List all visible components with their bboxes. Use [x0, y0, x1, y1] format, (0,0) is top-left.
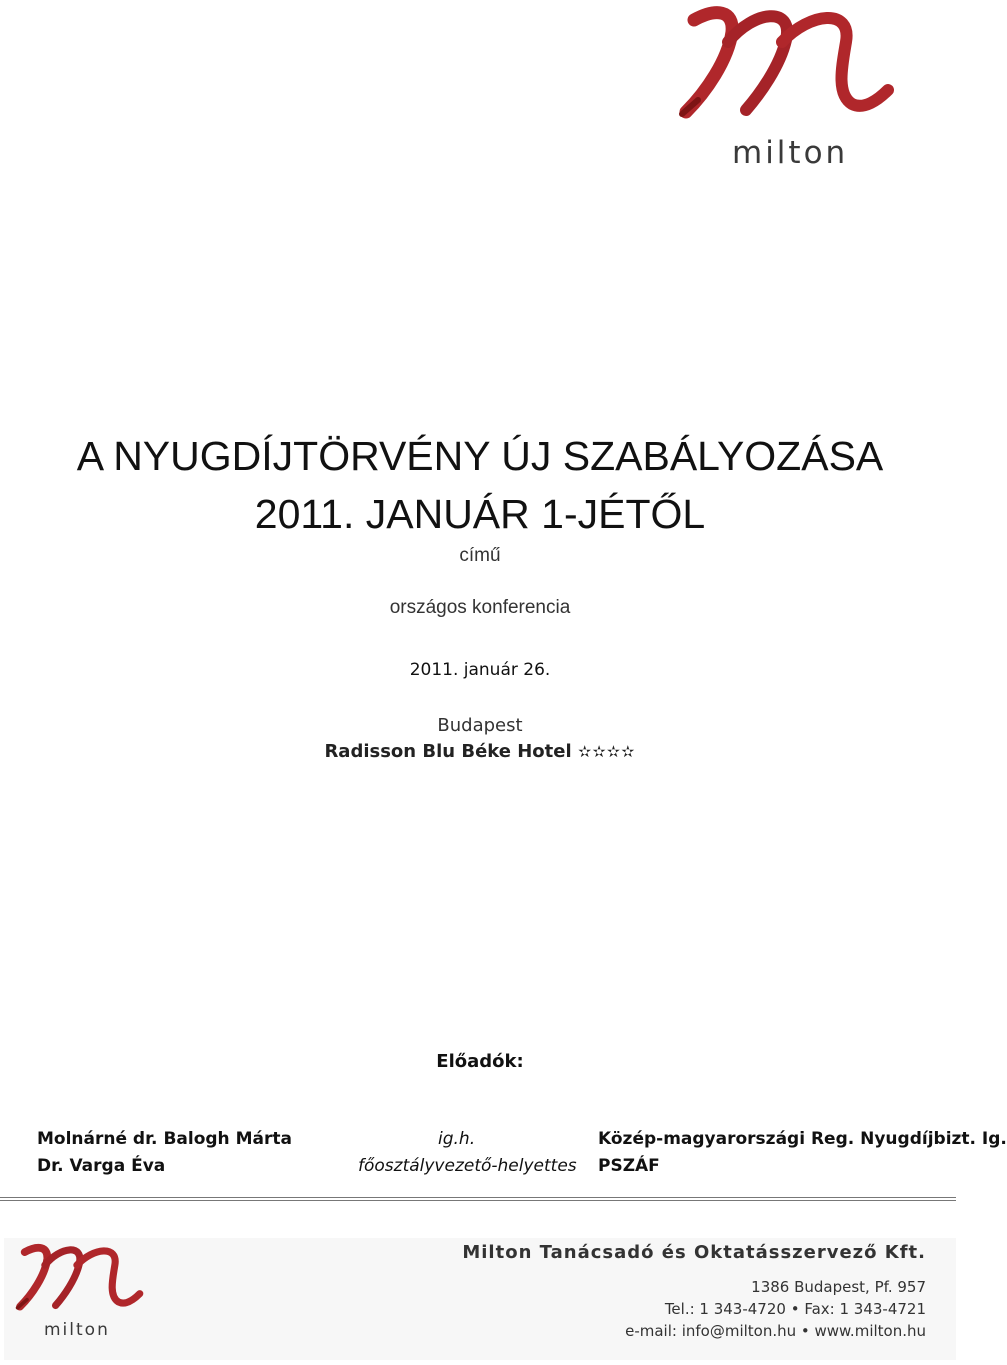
- milton-m-mark-icon: [14, 1240, 154, 1320]
- milton-wordmark-footer: milton: [44, 1320, 110, 1340]
- speaker-1-title: ig.h.: [438, 1129, 476, 1149]
- company-address: 1386 Budapest, Pf. 957: [751, 1278, 926, 1296]
- speaker-2-title: főosztályvezető-helyettes: [358, 1156, 577, 1176]
- title-line-1: A NYUGDÍJTÖRVÉNY ÚJ SZABÁLYOZÁSA: [76, 433, 884, 479]
- speakers-heading: Előadók:: [436, 1051, 524, 1072]
- subtitle: című: [459, 545, 501, 566]
- event-type: országos konferencia: [389, 597, 571, 618]
- speaker-2-org: PSZÁF: [598, 1156, 660, 1176]
- speaker-1-org: Közép-magyarországi Reg. Nyugdíjbizt. Ig.: [598, 1129, 1007, 1149]
- milton-wordmark: milton: [732, 135, 849, 171]
- event-city: Budapest: [437, 715, 523, 736]
- venue-name: Radisson Blu Béke Hotel: [324, 741, 572, 762]
- divider-line: [0, 1200, 956, 1201]
- divider-line: [0, 1197, 956, 1198]
- company-name: Milton Tanácsadó és Oktatásszervező Kft.: [462, 1242, 926, 1263]
- milton-m-mark-icon: [676, 2, 912, 132]
- footer: [4, 1238, 956, 1360]
- milton-logo-footer: [14, 1240, 154, 1350]
- speaker-2-name: Dr. Varga Éva: [37, 1156, 166, 1176]
- milton-logo-top: [676, 2, 912, 180]
- event-date: 2011. január 26.: [409, 660, 551, 680]
- company-phone-fax: Tel.: 1 343-4720 • Fax: 1 343-4721: [664, 1300, 926, 1318]
- venue: [0, 741, 960, 762]
- star-rating-icon: ✫✫✫✫: [577, 742, 636, 761]
- title-line-2: 2011. JANUÁR 1-JÉTŐL: [254, 491, 706, 537]
- company-contact: e-mail: info@milton.hu • www.milton.hu: [625, 1322, 926, 1340]
- speaker-1-name: Molnárné dr. Balogh Márta: [37, 1129, 292, 1149]
